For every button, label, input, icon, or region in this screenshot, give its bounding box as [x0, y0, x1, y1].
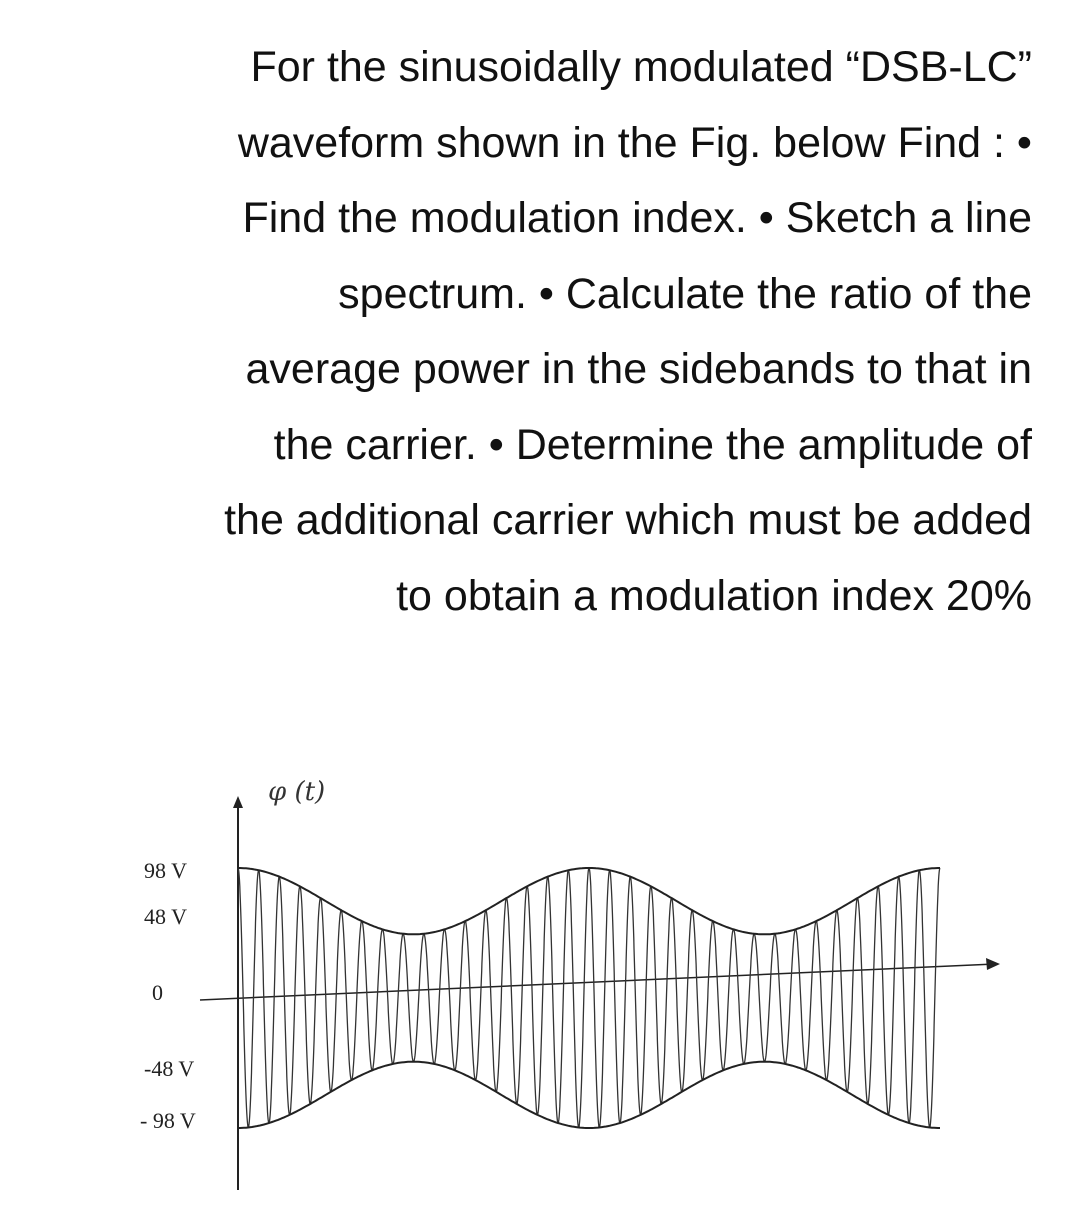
- time-axis-arrowhead: [986, 958, 1000, 970]
- dsb-lc-waveform-figure: [130, 760, 1030, 1200]
- question-line: Find the modulation index. • Sketch a line: [242, 194, 1032, 242]
- question-line: spectrum. • Calculate the ratio of the: [338, 269, 1032, 318]
- tick-label-minus-48: -48 V: [144, 1056, 195, 1081]
- waveform-svg: [130, 760, 1030, 1200]
- tick-label-98: 98 V: [144, 858, 187, 883]
- question-line: average power in the sidebands to that in: [245, 345, 1032, 393]
- lower-envelope: [238, 1062, 940, 1128]
- y-axis-label: φ (t): [268, 777, 326, 807]
- y-axis-arrowhead: [233, 796, 243, 808]
- time-axis: [200, 964, 995, 1000]
- tick-label-48: 48 V: [144, 904, 187, 929]
- tick-label-0: 0: [152, 980, 163, 1005]
- question-text: [40, 30, 1032, 634]
- tick-label-minus-98: - 98 V: [140, 1108, 196, 1133]
- question-line: the carrier. • Determine the amplitude of: [273, 420, 1032, 469]
- carrier-oscillation: [238, 868, 940, 1127]
- question-line: For the sinusoidally modulated “DSB-LC”: [250, 43, 1032, 91]
- question-line: the additional carrier which must be added: [224, 496, 1032, 544]
- question-line: to obtain a modulation index 20%: [396, 571, 1032, 620]
- question-line: waveform shown in the Fig. below Find : •: [237, 118, 1032, 167]
- carrier-wave: [238, 868, 940, 1127]
